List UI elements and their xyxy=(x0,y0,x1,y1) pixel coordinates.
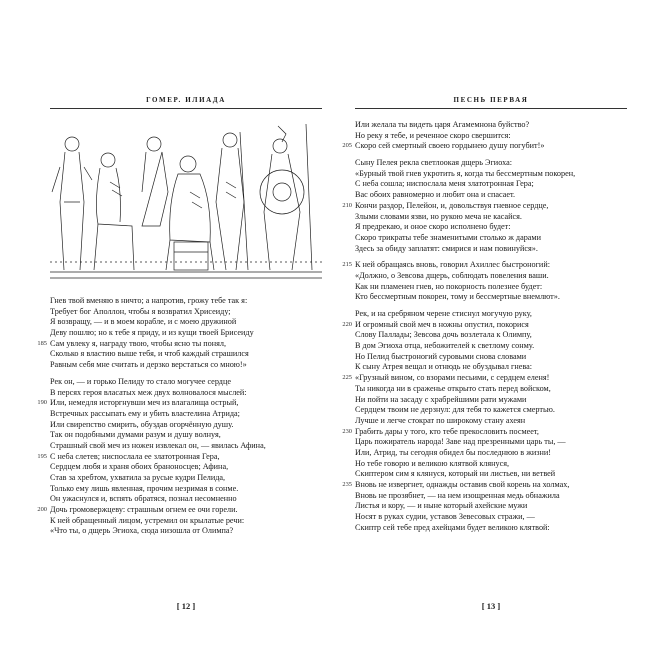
verse-text: С неба слетев; ниспослала ее златотронная Гера, xyxy=(50,451,220,461)
verse-line xyxy=(50,360,322,371)
header-rule-right xyxy=(355,108,627,109)
page-number-left: [ 12 ] xyxy=(176,601,196,611)
verse-text: Или свирепство смирить, обуздав огорчённую душу. xyxy=(50,419,234,429)
verse-line xyxy=(355,459,627,470)
line-number: 235 xyxy=(342,481,352,488)
verse-line xyxy=(355,330,627,341)
verse-text: Вновь не извергнет, однажды оставив свой корень на холмах, xyxy=(355,480,570,489)
verse-text: Так он подобными думами разум и душу волнуя, xyxy=(50,430,221,440)
verse-text: К сыну Атрея вещал и отнюдь не обуздывал гнева: xyxy=(355,362,532,372)
verse-text: Или желала ты видеть царя Агамемнона буйство? xyxy=(355,120,530,129)
verse-text: Или, немедля исторгнувши меч из влагалища острый, xyxy=(50,398,239,408)
verse-line xyxy=(50,409,322,420)
verse-line xyxy=(50,494,322,505)
verse-text: В персях героя власатых меж двух волновалося мыслей: xyxy=(50,387,247,397)
verse-line xyxy=(355,212,627,223)
running-head-left: ГОМЕР. ИЛИАДА xyxy=(146,96,226,104)
verse-text: Деву пошлю; но к тебе я приду, и из кущи твоей Брисеиду xyxy=(50,328,254,338)
verse-line xyxy=(355,179,627,190)
verse-line xyxy=(342,200,627,212)
verse-line xyxy=(50,377,322,388)
verse-line xyxy=(355,416,627,427)
verse-text: Грабить дары у того, кто тебе прекословить посмеет, xyxy=(355,426,539,436)
verse-line xyxy=(342,319,627,331)
verse-line xyxy=(355,233,627,244)
verse-text: Но тебе говорю и великою клятвой клянуся, xyxy=(355,458,510,468)
verse-line xyxy=(342,480,627,491)
verse-line xyxy=(342,260,627,271)
verse-line xyxy=(50,328,322,339)
verse-text: Он ужаснулся и, вспять обратяся, познал несомненно xyxy=(50,494,237,504)
verse-line xyxy=(355,292,627,303)
verse-text: «Что ты, о дщерь Эгиоха, сюда низошла от Олимпа? xyxy=(50,526,234,536)
line-number: 210 xyxy=(342,201,352,209)
verse-line xyxy=(50,307,322,318)
verse-text: Ни пойти на засаду с храбрейшими рати мужами xyxy=(355,394,527,404)
verse-line xyxy=(355,190,627,201)
verse-text: И огромный свой меч в ножны опустил, покорися xyxy=(355,319,529,329)
verse-line xyxy=(355,352,627,363)
verse-text: Я предрекаю, и оное скоро исполнено будет: xyxy=(355,222,511,232)
verse-text: В дом Эгиоха отца, небожителей к светлому сонму. xyxy=(355,341,535,351)
verse-line xyxy=(355,169,627,180)
verse-text: Но реку я тебе, и реченное скоро свершится: xyxy=(355,130,511,140)
verse-line xyxy=(342,373,627,384)
verse-line xyxy=(355,131,627,142)
verse-text: Носят в руках судии, уставов Зевесовых стражи, — xyxy=(355,512,535,522)
verse-text: Только ему лишь явленная, прочим незримая в сонме. xyxy=(50,483,239,493)
verse-text: Здесь за обиду заплатят: смирися и нам повинуйся». xyxy=(355,243,538,253)
verse-text: «Грузный вином, со взорами песьими, с сердцем еленя! xyxy=(355,373,550,383)
verse-line xyxy=(50,441,322,452)
verse-line xyxy=(355,395,627,406)
verse-line xyxy=(355,448,627,459)
verse-line xyxy=(50,516,322,527)
verse-line xyxy=(355,244,627,255)
verse-line xyxy=(355,158,627,169)
verse-text: «Бурный твой гнев укротить я, когда ты бессмертным покорен, xyxy=(355,168,576,178)
left-verse-block xyxy=(37,296,322,537)
verse-text: Вновь не прозябнет, — на нем изощренная медь обнажила xyxy=(355,490,560,500)
verse-text: С неба сошла; ниспослала меня златотронная Гера; xyxy=(355,179,534,189)
engraving-illustration xyxy=(50,122,322,282)
verse-line xyxy=(355,384,627,395)
line-number: 200 xyxy=(37,506,47,514)
line-number: 195 xyxy=(37,452,47,460)
verse-text: Требует бог Аполлон, чтобы я возвратил Хрисеиду; xyxy=(50,306,231,316)
page-number-right: [ 13 ] xyxy=(481,601,501,611)
verse-text: Рек, и на сребряном черене стиснул могучую руку, xyxy=(355,309,532,318)
running-head-right: ПЕСНЬ ПЕРВАЯ xyxy=(453,96,529,104)
verse-text: Дочь громовержцеву: страшным огнем ее очи горели. xyxy=(50,505,238,515)
line-number: 225 xyxy=(342,374,352,382)
line-number: 230 xyxy=(342,427,352,435)
verse-text: Листья и кору, — и ныне который ахейские мужи xyxy=(355,501,528,511)
verse-text: К ней обращенный лицом, устремил он крылатые речи: xyxy=(50,515,245,525)
verse-text: Но Пелид быстроногий суровыми снова словами xyxy=(355,351,527,361)
verse-line xyxy=(355,309,627,320)
verse-text: Злыми словами язви, но рукою меча не касайся. xyxy=(355,211,522,221)
verse-line xyxy=(355,512,627,523)
verse-text: Скиптр сей тебе пред ахейцами будет великою клятвой: xyxy=(355,522,550,532)
verse-line xyxy=(50,430,322,441)
verse-line xyxy=(50,317,322,328)
verse-text: Сердцем твоим не дерзнул: для тебя то кажется смертью. xyxy=(355,405,555,415)
verse-text: Я возвращу, — и в моем корабле, и с моею дружиной xyxy=(50,317,237,327)
verse-line xyxy=(50,296,322,307)
verse-text: Как ни пламенен гнев, но покорность полезнее будет: xyxy=(355,281,543,291)
verse-line xyxy=(355,362,627,373)
verse-line xyxy=(50,473,322,484)
verse-line xyxy=(50,349,322,360)
verse-text: Царь пожиратель народа! Заве над презренными царь ты, — xyxy=(355,437,566,447)
verse-line xyxy=(342,141,627,152)
verse-text: Скоро трикраты тебе знаменитыми столько ж дарами xyxy=(355,232,541,242)
header-rule-left xyxy=(50,108,322,109)
verse-line xyxy=(37,398,322,409)
verse-line xyxy=(355,501,627,512)
verse-text: Вас обоих равномерно и любит она и спасает. xyxy=(355,190,516,200)
line-number: 205 xyxy=(342,142,352,150)
verse-line xyxy=(50,388,322,399)
verse-line xyxy=(355,271,627,282)
line-number: 220 xyxy=(342,320,352,328)
right-verse-block xyxy=(342,120,627,533)
verse-text: Равным себя мне считать и дерзко верстаться со мною!» xyxy=(50,360,247,370)
verse-line xyxy=(355,405,627,416)
verse-text: Сам увлеку я, награду твою, чтобы ясно ты понял, xyxy=(50,338,227,348)
verse-line xyxy=(342,426,627,438)
verse-text: Лучше и легче стократ по широкому стану ахеян xyxy=(355,415,526,425)
engraving-svg xyxy=(50,122,322,282)
verse-line xyxy=(355,341,627,352)
verse-line xyxy=(50,462,322,473)
verse-text: Кто бессмертным покорен, тому и бессмертные внемлют». xyxy=(355,292,560,302)
verse-line xyxy=(355,222,627,233)
verse-text: Сколько я властию выше тебя, и чтоб каждый страшился xyxy=(50,349,249,359)
verse-text: Скиптером сим я клянуся, который ни листьев, ни ветвей xyxy=(355,469,556,479)
verse-line xyxy=(37,505,322,516)
verse-text: Слову Паллады; Зевсова дочь возлетала к Олимпу, xyxy=(355,330,532,340)
verse-text: Сердцем любя и храня обоих браноносцев; Афина, xyxy=(50,462,229,472)
verse-text: Встречных рассыпать ему и убить властелина Атрида; xyxy=(50,408,240,418)
verse-line xyxy=(50,484,322,495)
verse-text: Или, Атрид, ты сегодня обидел бы последнюю в жизни! xyxy=(355,447,551,457)
verse-text: Кончи раздор, Пелейон, и, довольствуя гневное сердце, xyxy=(355,200,549,210)
verse-line xyxy=(37,451,322,463)
verse-line xyxy=(355,282,627,293)
verse-text: К ней обращаясь вновь, говорил Ахиллес быстроногий: xyxy=(355,260,550,270)
line-number: 185 xyxy=(37,339,47,347)
verse-line xyxy=(355,523,627,534)
verse-line xyxy=(37,338,322,350)
verse-text: «Должно, о Зевсова дщерь, соблюдать повеления ваши. xyxy=(355,270,549,280)
line-number: 190 xyxy=(37,399,47,407)
verse-line xyxy=(50,526,322,537)
verse-text: Став за хребтом, ухватила за русые кудри Пелида, xyxy=(50,473,226,482)
verse-line xyxy=(355,437,627,448)
verse-line xyxy=(50,420,322,431)
verse-text: Рек он, — и горько Пелиду то стало могучее сердце xyxy=(50,376,231,386)
verse-line xyxy=(355,491,627,502)
verse-text: Страшный свой меч из ножен извлекал он, — явилась Афина, xyxy=(50,440,266,450)
verse-line xyxy=(355,469,627,480)
verse-text: Сыну Пелея рекла светлоокая дщерь Эгиоха: xyxy=(355,158,512,168)
verse-text: Скоро сей смертный своею гордынею душу погубит!» xyxy=(355,141,545,151)
verse-text: Ты никогда ни в сраженье открыто стать перед войском, xyxy=(355,383,551,393)
line-number: 215 xyxy=(342,261,352,269)
verse-line xyxy=(355,120,627,131)
verse-text: Гнев твой вменяю в ничто; а напротив, грожу тебе так я: xyxy=(50,296,248,305)
